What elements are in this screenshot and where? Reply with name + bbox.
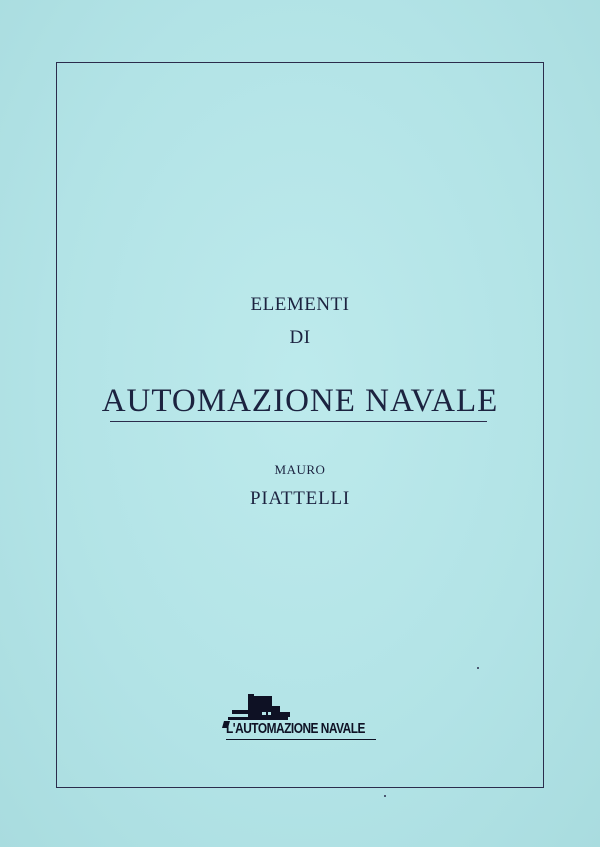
publisher-ship-logo-icon (218, 690, 384, 746)
publisher-logo-text: L'AUTOMAZIONE NAVALE (226, 721, 365, 737)
title-underline (110, 421, 487, 422)
author-last-name: PIATTELLI (249, 488, 351, 509)
cover-border-frame (56, 62, 544, 788)
cover-subtitle-line2: DI (289, 327, 311, 348)
author-first-name: MAURO (274, 462, 326, 477)
paper-speck (477, 667, 479, 669)
paper-speck (384, 795, 386, 797)
publisher-logo-underline (226, 739, 376, 740)
cover-title: AUTOMAZIONE NAVALE (101, 383, 499, 419)
cover-subtitle-line1: ELEMENTI (250, 294, 350, 315)
